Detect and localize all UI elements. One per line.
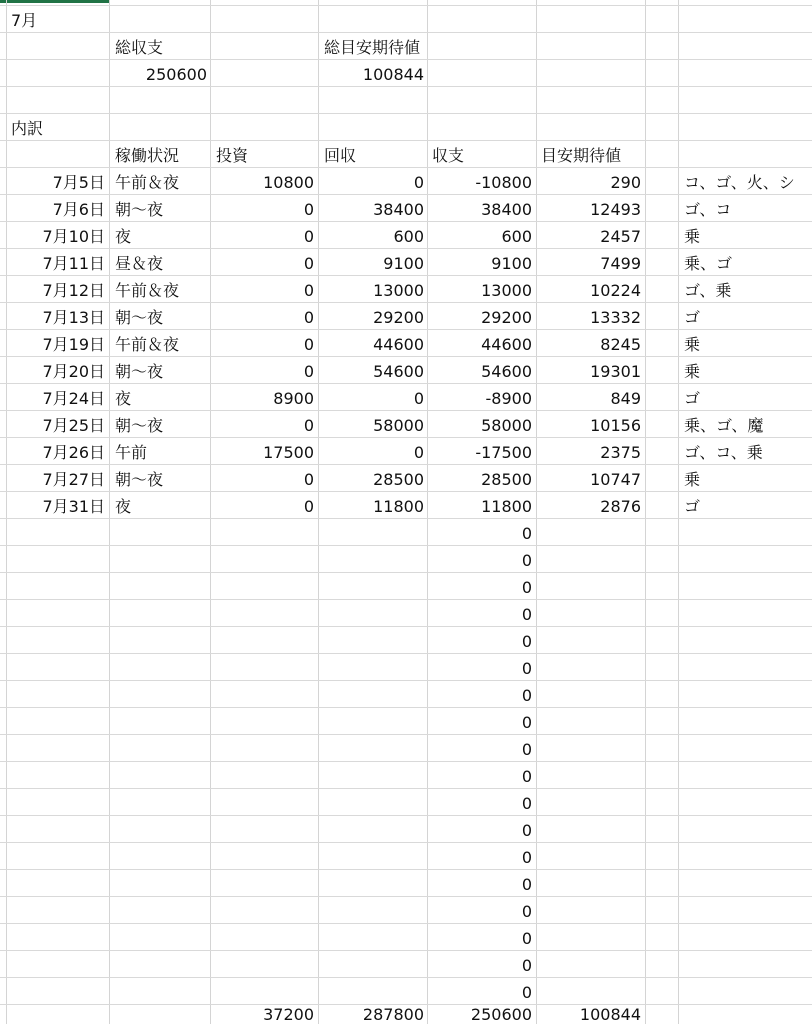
status-cell[interactable]: 午前: [115, 443, 148, 462]
balance-cell[interactable]: 0: [521, 659, 532, 678]
row-gridline: [0, 599, 812, 600]
notes-cell[interactable]: ゴ、コ: [684, 200, 732, 219]
status-cell[interactable]: 午前＆夜: [115, 281, 180, 300]
balance-cell[interactable]: 600: [501, 227, 532, 246]
row-gridline: [0, 518, 812, 519]
row-gridline: [0, 842, 812, 843]
header-balance[interactable]: 収支: [432, 146, 465, 165]
balance-cell[interactable]: 58000: [481, 416, 532, 435]
date-cell[interactable]: 7月19日: [42, 335, 105, 354]
row-gridline: [0, 950, 812, 951]
date-cell[interactable]: 7月31日: [42, 497, 105, 516]
date-cell[interactable]: 7月11日: [42, 254, 105, 273]
date-cell[interactable]: 7月27日: [42, 470, 105, 489]
collect-cell[interactable]: 58000: [373, 416, 424, 435]
status-cell[interactable]: 朝～夜: [115, 308, 164, 327]
breakdown-label[interactable]: 内訳: [11, 119, 44, 138]
balance-cell[interactable]: 0: [521, 848, 532, 867]
status-cell[interactable]: 朝～夜: [115, 416, 164, 435]
invest-cell[interactable]: 0: [303, 308, 314, 327]
status-cell[interactable]: 朝～夜: [115, 200, 164, 219]
collect-cell[interactable]: 13000: [373, 281, 424, 300]
collect-cell[interactable]: 0: [413, 173, 424, 192]
row-gridline: [0, 113, 812, 114]
total-expected-label[interactable]: 総目安期待値: [324, 38, 421, 57]
balance-cell[interactable]: 0: [521, 605, 532, 624]
balance-cell[interactable]: -8900: [485, 389, 532, 408]
status-cell[interactable]: 昼＆夜: [115, 254, 164, 273]
date-cell[interactable]: 7月5日: [52, 173, 105, 192]
collect-cell[interactable]: 54600: [373, 362, 424, 381]
notes-cell[interactable]: ゴ: [684, 389, 701, 408]
expected-cell[interactable]: 2876: [600, 497, 641, 516]
header-invest[interactable]: 投資: [216, 146, 249, 165]
header-expected[interactable]: 目安期待値: [541, 146, 622, 165]
notes-cell[interactable]: ゴ: [684, 497, 701, 516]
expected-cell[interactable]: 10224: [590, 281, 641, 300]
header-collect[interactable]: 回収: [324, 146, 357, 165]
status-cell[interactable]: 朝～夜: [115, 362, 164, 381]
expected-cell[interactable]: 849: [610, 389, 641, 408]
notes-cell[interactable]: ゴ、乗: [684, 281, 732, 300]
collect-cell[interactable]: 44600: [373, 335, 424, 354]
invest-cell[interactable]: 0: [303, 362, 314, 381]
collect-cell[interactable]: 29200: [373, 308, 424, 327]
date-cell[interactable]: 7月26日: [42, 443, 105, 462]
expected-cell[interactable]: 290: [610, 173, 641, 192]
invest-cell[interactable]: 10800: [263, 173, 314, 192]
month-label[interactable]: 7月: [11, 11, 38, 30]
balance-cell[interactable]: 0: [521, 929, 532, 948]
balance-cell[interactable]: 9100: [491, 254, 532, 273]
notes-cell[interactable]: ゴ: [684, 308, 701, 327]
notes-cell[interactable]: 乗: [684, 470, 701, 489]
collect-cell[interactable]: 9100: [383, 254, 424, 273]
balance-cell[interactable]: 0: [521, 821, 532, 840]
balance-cell[interactable]: 0: [521, 740, 532, 759]
balance-cell[interactable]: 0: [521, 902, 532, 921]
date-cell[interactable]: 7月13日: [42, 308, 105, 327]
invest-cell[interactable]: 0: [303, 227, 314, 246]
collect-cell[interactable]: 28500: [373, 470, 424, 489]
balance-cell[interactable]: 0: [521, 524, 532, 543]
balance-cell[interactable]: 0: [521, 983, 532, 1002]
expected-cell[interactable]: 2457: [600, 227, 641, 246]
balance-cell[interactable]: 0: [521, 551, 532, 570]
column-gridline: [678, 0, 679, 1024]
balance-cell[interactable]: 11800: [481, 497, 532, 516]
invest-cell[interactable]: 0: [303, 470, 314, 489]
invest-cell[interactable]: 0: [303, 254, 314, 273]
total-expected-value[interactable]: 100844: [362, 65, 424, 84]
row-gridline: [0, 761, 812, 762]
row-gridline: [0, 707, 812, 708]
expected-cell[interactable]: 7499: [600, 254, 641, 273]
balance-cell[interactable]: -10800: [475, 173, 532, 192]
date-cell[interactable]: 7月25日: [42, 416, 105, 435]
active-cell-indicator: [0, 0, 110, 3]
balance-cell[interactable]: 44600: [481, 335, 532, 354]
invest-cell[interactable]: 0: [303, 335, 314, 354]
total-collect[interactable]: 287800: [362, 1005, 424, 1024]
status-cell[interactable]: 午前＆夜: [115, 173, 180, 192]
balance-cell[interactable]: 0: [521, 578, 532, 597]
date-cell[interactable]: 7月10日: [42, 227, 105, 246]
header-status[interactable]: 稼働状況: [115, 146, 180, 165]
row-gridline: [0, 788, 812, 789]
row-gridline: [0, 869, 812, 870]
collect-cell[interactable]: 0: [413, 389, 424, 408]
row-gridline: [0, 734, 812, 735]
collect-cell[interactable]: 11800: [373, 497, 424, 516]
row-gridline: [0, 896, 812, 897]
balance-cell[interactable]: 0: [521, 767, 532, 786]
collect-cell[interactable]: 38400: [373, 200, 424, 219]
notes-cell[interactable]: コ、ゴ、火、シ: [684, 173, 795, 192]
invest-cell[interactable]: 0: [303, 416, 314, 435]
balance-cell[interactable]: 0: [521, 686, 532, 705]
row-gridline: [0, 923, 812, 924]
date-cell[interactable]: 7月20日: [42, 362, 105, 381]
column-gridline: [109, 0, 110, 1024]
date-cell[interactable]: 7月24日: [42, 389, 105, 408]
invest-cell[interactable]: 0: [303, 497, 314, 516]
total-invest[interactable]: 37200: [263, 1005, 314, 1024]
invest-cell[interactable]: 0: [303, 200, 314, 219]
balance-cell[interactable]: 54600: [481, 362, 532, 381]
invest-cell[interactable]: 17500: [263, 443, 314, 462]
status-cell[interactable]: 夜: [115, 227, 132, 246]
total-balance-label[interactable]: 総収支: [115, 38, 164, 57]
row-gridline: [0, 815, 812, 816]
total-expected[interactable]: 100844: [579, 1005, 641, 1024]
balance-cell[interactable]: 38400: [481, 200, 532, 219]
status-cell[interactable]: 午前＆夜: [115, 335, 180, 354]
row-gridline: [0, 572, 812, 573]
status-cell[interactable]: 朝～夜: [115, 470, 164, 489]
balance-cell[interactable]: 0: [521, 956, 532, 975]
invest-cell[interactable]: 0: [303, 281, 314, 300]
column-gridline: [318, 0, 319, 1024]
notes-cell[interactable]: 乗: [684, 335, 701, 354]
balance-cell[interactable]: 0: [521, 875, 532, 894]
notes-cell[interactable]: 乗: [684, 362, 701, 381]
notes-cell[interactable]: ゴ、コ、乗: [684, 443, 763, 462]
date-cell[interactable]: 7月6日: [52, 200, 105, 219]
row-gridline: [0, 653, 812, 654]
balance-cell[interactable]: 0: [521, 632, 532, 651]
row-gridline: [0, 86, 812, 87]
row-gridline: [0, 5, 812, 6]
row-gridline: [0, 977, 812, 978]
balance-cell[interactable]: 0: [521, 794, 532, 813]
row-gridline: [0, 545, 812, 546]
balance-cell[interactable]: 13000: [481, 281, 532, 300]
total-balance[interactable]: 250600: [470, 1005, 532, 1024]
expected-cell[interactable]: 8245: [600, 335, 641, 354]
expected-cell[interactable]: 10747: [590, 470, 641, 489]
collect-cell[interactable]: 600: [393, 227, 424, 246]
notes-cell[interactable]: 乗、ゴ: [684, 254, 733, 273]
balance-cell[interactable]: 0: [521, 713, 532, 732]
invest-cell[interactable]: 8900: [273, 389, 314, 408]
collect-cell[interactable]: 0: [413, 443, 424, 462]
expected-cell[interactable]: 12493: [590, 200, 641, 219]
row-gridline: [0, 626, 812, 627]
total-balance-value[interactable]: 250600: [145, 65, 207, 84]
expected-cell[interactable]: 2375: [600, 443, 641, 462]
expected-cell[interactable]: 19301: [590, 362, 641, 381]
expected-cell[interactable]: 10156: [590, 416, 641, 435]
balance-cell[interactable]: 28500: [481, 470, 532, 489]
row-gridline: [0, 680, 812, 681]
notes-cell[interactable]: 乗: [684, 227, 701, 246]
balance-cell[interactable]: 29200: [481, 308, 532, 327]
balance-cell[interactable]: -17500: [475, 443, 532, 462]
notes-cell[interactable]: 乗、ゴ、魔: [684, 416, 764, 435]
date-cell[interactable]: 7月12日: [42, 281, 105, 300]
status-cell[interactable]: 夜: [115, 389, 132, 408]
expected-cell[interactable]: 13332: [590, 308, 641, 327]
status-cell[interactable]: 夜: [115, 497, 132, 516]
